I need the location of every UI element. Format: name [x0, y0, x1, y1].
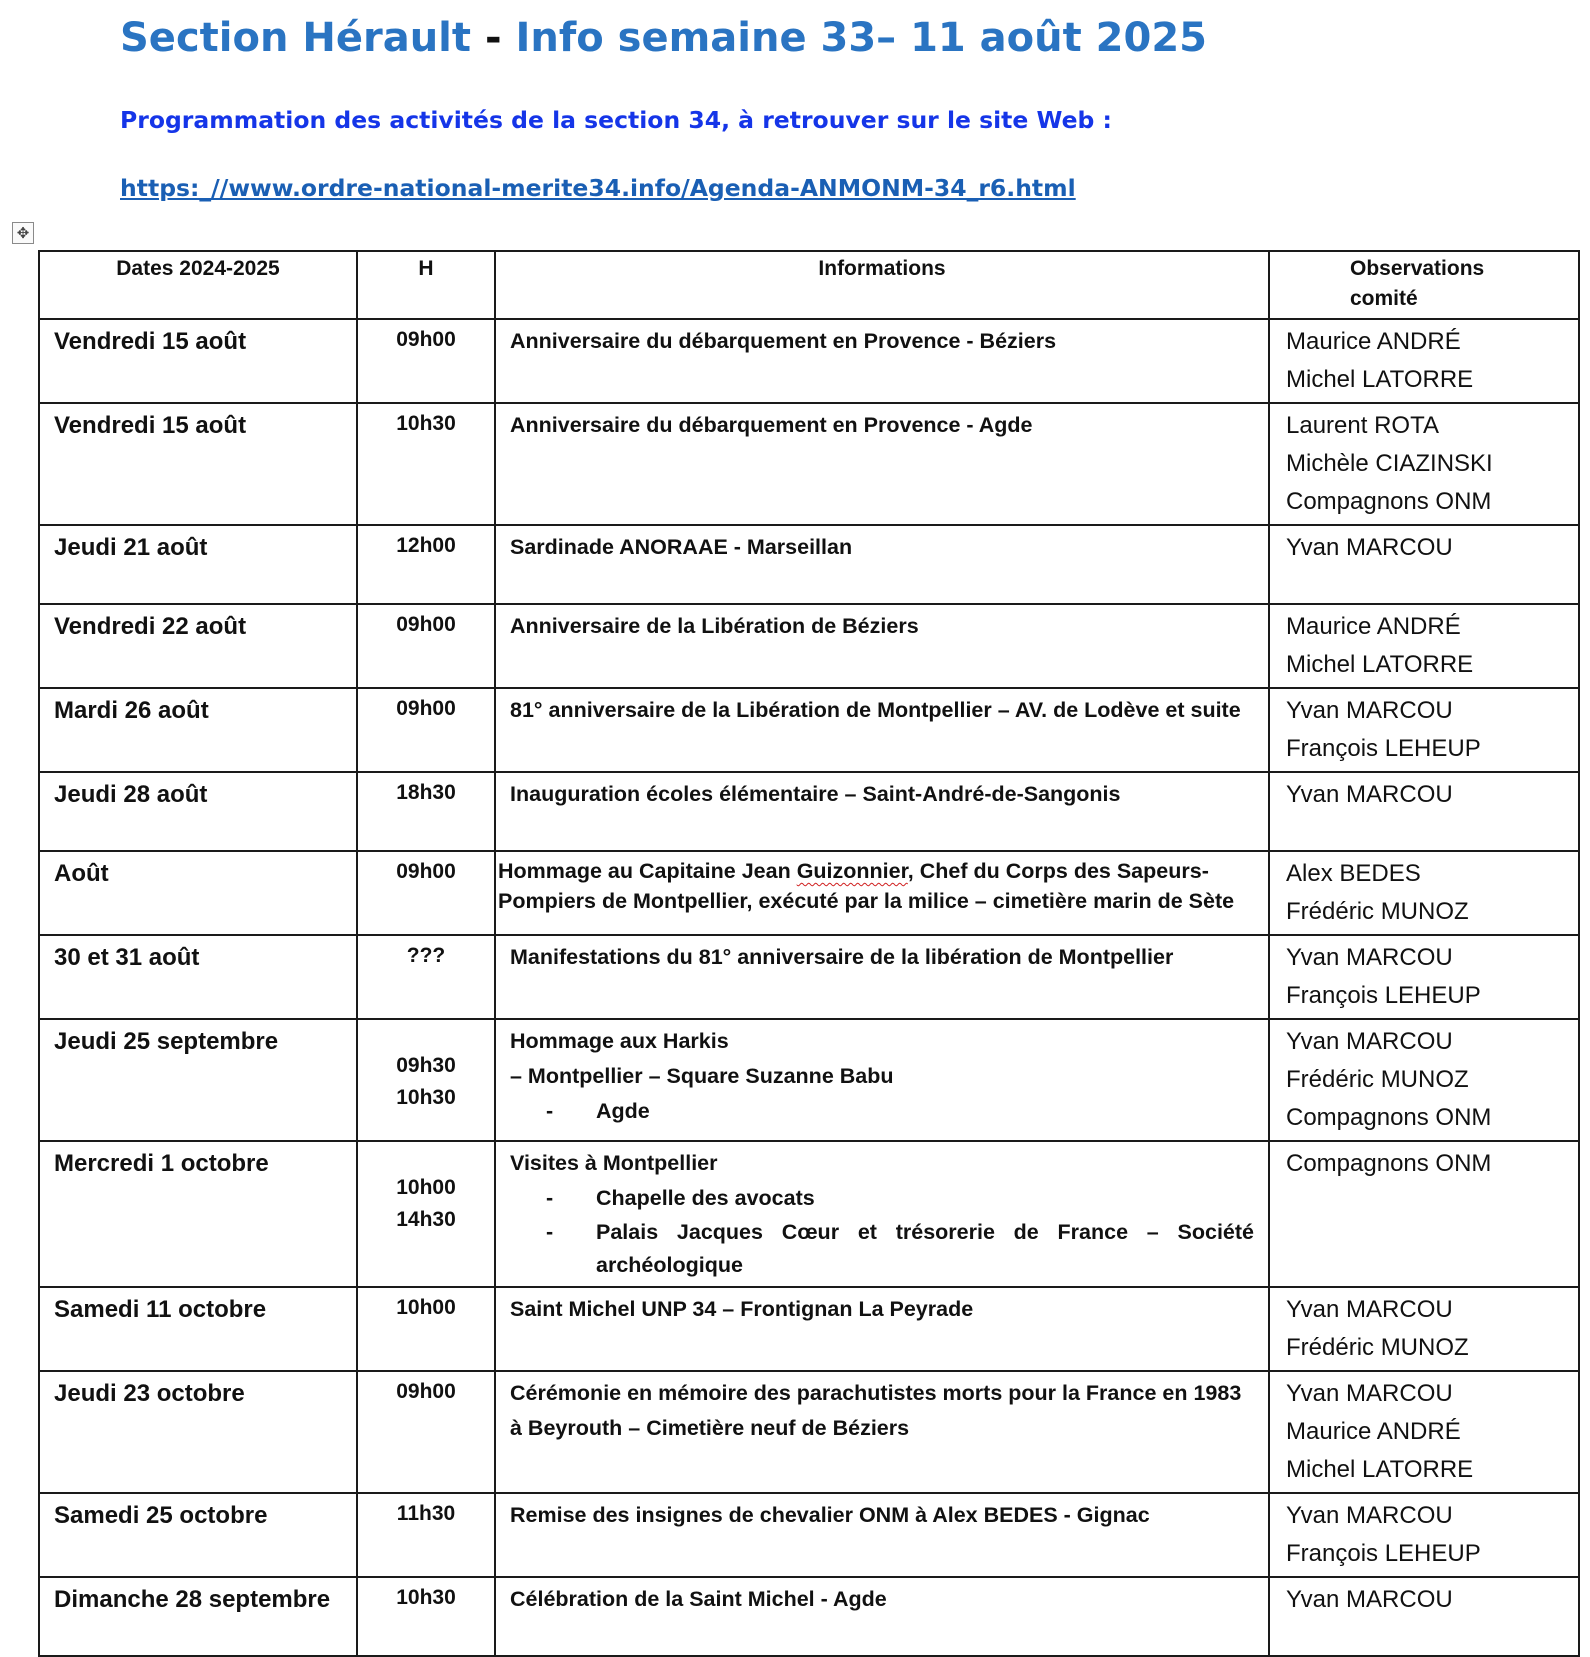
row-date: Mardi 26 août [39, 688, 357, 772]
row-hour: 09h00 [357, 851, 495, 935]
row-hour: 18h30 [357, 772, 495, 851]
row-hour: 12h00 [357, 525, 495, 604]
row-hour: 10h30 [357, 1577, 495, 1656]
table-header-row [39, 251, 1579, 319]
row-hour: 09h00 [357, 1371, 495, 1493]
row-info: Hommage aux Harkis – Montpellier – Square Suzanne Babu - Agde [495, 1019, 1269, 1141]
row-date: Jeudi 25 septembre [39, 1019, 357, 1141]
row-date: Samedi 11 octobre [39, 1287, 357, 1371]
row-date: 30 et 31 août [39, 935, 357, 1019]
table-row [39, 935, 1579, 1019]
row-hour: 09h00 [357, 688, 495, 772]
row-date: Jeudi 21 août [39, 525, 357, 604]
row-observations: Laurent ROTA Michèle CIAZINSKI Compagnons ONM [1269, 403, 1579, 525]
row-hour: ??? [357, 935, 495, 1019]
bullet-item: - Chapelle des avocats [510, 1181, 1254, 1216]
row-hour: 11h30 [357, 1493, 495, 1577]
row-date: Samedi 25 octobre [39, 1493, 357, 1577]
bullet-item: - Agde [510, 1094, 1254, 1129]
row-date: Jeudi 23 octobre [39, 1371, 357, 1493]
row-date: Vendredi 15 août [39, 319, 357, 403]
row-observations: Maurice ANDRÉ Michel LATORRE [1269, 604, 1579, 688]
title-separator: - [484, 15, 502, 61]
row-observations: Yvan MARCOU Frédéric MUNOZ [1269, 1287, 1579, 1371]
row-info: Inauguration écoles élémentaire – Saint-André-de-Sangonis [495, 772, 1269, 851]
row-info: 81° anniversaire de la Libération de Montpellier – AV. de Lodève et suite [495, 688, 1269, 772]
row-info: Célébration de la Saint Michel - Agde [495, 1577, 1269, 1656]
row-observations: Yvan MARCOU [1269, 525, 1579, 604]
table-row [39, 319, 1579, 403]
page-title [120, 14, 1207, 62]
row-info: Anniversaire de la Libération de Béziers [495, 604, 1269, 688]
row-observations: Yvan MARCOU [1269, 1577, 1579, 1656]
bullet-item: - Palais Jacques Cœur et trésorerie de France – Société archéologique [510, 1216, 1254, 1282]
row-observations: Yvan MARCOU François LEHEUP [1269, 935, 1579, 1019]
row-info: Saint Michel UNP 34 – Frontignan La Peyrade [495, 1287, 1269, 1371]
row-date: Dimanche 28 septembre [39, 1577, 357, 1656]
row-info: Remise des insignes de chevalier ONM à Alex BEDES - Gignac [495, 1493, 1269, 1577]
row-observations: Yvan MARCOU François LEHEUP [1269, 688, 1579, 772]
row-hour: 10h00 [357, 1287, 495, 1371]
row-observations: Yvan MARCOU Maurice ANDRÉ Michel LATORRE [1269, 1371, 1579, 1493]
row-hour: 09h00 [357, 319, 495, 403]
table-row [39, 772, 1579, 851]
row-info: Sardinade ANORAAE - Marseillan [495, 525, 1269, 604]
row-info: Manifestations du 81° anniversaire de la libération de Montpellier [495, 935, 1269, 1019]
table-move-handle-icon[interactable]: ✥ [12, 222, 34, 244]
header-hour: H [357, 251, 495, 319]
table-row [39, 525, 1579, 604]
table-row [39, 851, 1579, 935]
agenda-website-link[interactable]: https:_//www.ordre-national-merite34.info/Agenda-ANMONM-34_r6.html [120, 174, 1076, 202]
table-row [39, 1287, 1579, 1371]
table-row [39, 1019, 1579, 1141]
row-observations: Alex BEDES Frédéric MUNOZ [1269, 851, 1579, 935]
table-row [39, 1371, 1579, 1493]
row-info: Anniversaire du débarquement en Provence - Béziers [495, 319, 1269, 403]
row-observations: Yvan MARCOU François LEHEUP [1269, 1493, 1579, 1577]
row-hours: 10h00 14h30 [357, 1141, 495, 1287]
header-observations: Observations comité [1269, 251, 1579, 319]
title-section: Section Hérault [120, 15, 471, 61]
row-date: Vendredi 15 août [39, 403, 357, 525]
row-info: Visites à Montpellier - Chapelle des avocats - Palais Jacques Cœur et trésorerie de France – Société archéologique [495, 1141, 1269, 1287]
row-hours: 09h30 10h30 [357, 1019, 495, 1141]
row-hour: 09h00 [357, 604, 495, 688]
row-date: Jeudi 28 août [39, 772, 357, 851]
agenda-table [38, 250, 1580, 1657]
table-row [39, 1577, 1579, 1656]
row-observations: Yvan MARCOU [1269, 772, 1579, 851]
row-observations: Maurice ANDRÉ Michel LATORRE [1269, 319, 1579, 403]
table-row [39, 1141, 1579, 1287]
row-info: Cérémonie en mémoire des parachutistes morts pour la France en 1983 à Beyrouth – Cimetière neuf de Béziers [495, 1371, 1269, 1493]
spellcheck-underlined-word: Guizonnier [796, 859, 908, 883]
header-informations: Informations [495, 251, 1269, 319]
header-dates: Dates 2024-2025 [39, 251, 357, 319]
row-observations: Compagnons ONM [1269, 1141, 1579, 1287]
table-row [39, 403, 1579, 525]
table-row [39, 604, 1579, 688]
title-week-info: Info semaine 33– 11 août 2025 [515, 15, 1208, 61]
table-row [39, 688, 1579, 772]
row-date: Août [39, 851, 357, 935]
row-hour: 10h30 [357, 403, 495, 525]
programme-intro: Programmation des activités de la section 34, à retrouver sur le site Web : [120, 106, 1112, 134]
row-date: Vendredi 22 août [39, 604, 357, 688]
table-row [39, 1493, 1579, 1577]
row-info: Anniversaire du débarquement en Provence - Agde [495, 403, 1269, 525]
row-info: Hommage au Capitaine Jean Guizonnier, Chef du Corps des Sapeurs- Pompiers de Montpellier, exécuté par la milice – cimetière marin de Sète [495, 851, 1269, 935]
row-observations: Yvan MARCOU Frédéric MUNOZ Compagnons ONM [1269, 1019, 1579, 1141]
row-date: Mercredi 1 octobre [39, 1141, 357, 1287]
